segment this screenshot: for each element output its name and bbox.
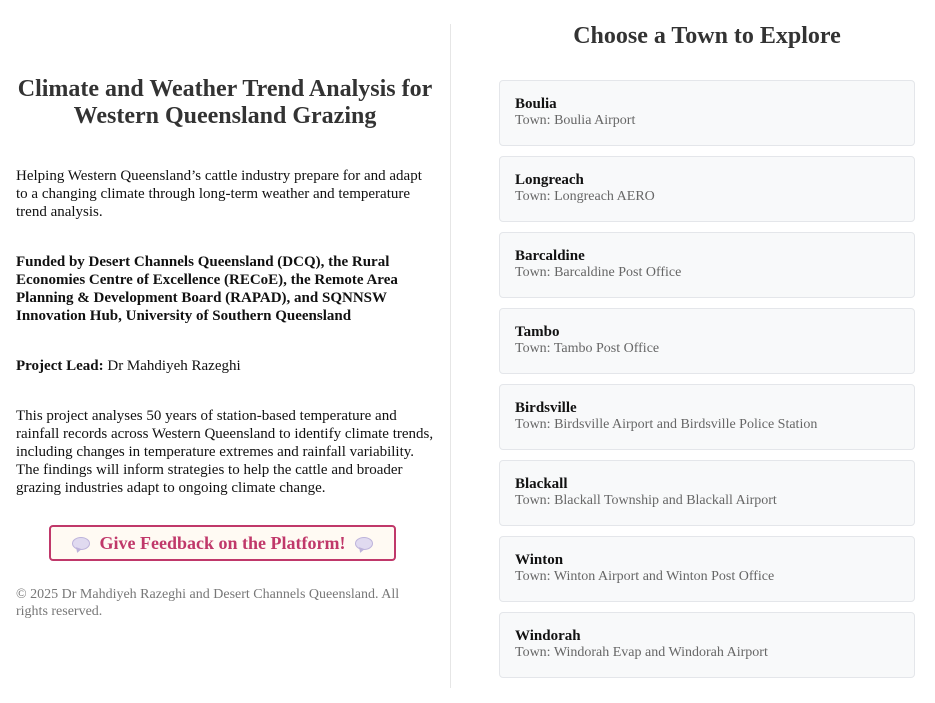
town-name: Birdsville — [515, 400, 577, 416]
town-list — [499, 80, 915, 688]
town-station: Town: Boulia Airport — [515, 113, 636, 128]
town-name: Blackall — [515, 476, 568, 492]
project-lead-name: Dr Mahdiyeh Razeghi — [107, 358, 241, 374]
town-card-windorah[interactable] — [499, 612, 915, 678]
town-station: Town: Tambo Post Office — [515, 341, 660, 356]
town-station: Town: Winton Airport and Winton Post Office — [515, 569, 775, 584]
town-card-boulia[interactable] — [499, 80, 915, 146]
feedback-button-label: Give Feedback on the Platform! — [99, 532, 346, 553]
town-panel-title: Choose a Town to Explore — [573, 23, 841, 49]
project-description: This project analyses 50 years of station-based temperature and rainfall records across Western Queensland to identify climate trends, including changes in temperature extremes and rainfall variability. The findings will inform strategies to help the cattle and broader grazing industries adapt to ongoing climate change. — [16, 408, 434, 496]
town-name: Windorah — [515, 628, 581, 644]
project-lead — [16, 357, 436, 375]
info-panel — [0, 0, 450, 703]
town-name: Longreach — [515, 172, 584, 188]
town-card-tambo[interactable] — [499, 308, 915, 374]
town-station: Town: Windorah Evap and Windorah Airport — [515, 645, 768, 660]
town-card-birdsville[interactable] — [499, 384, 915, 450]
feedback-button[interactable] — [49, 525, 396, 561]
town-station: Town: Longreach AERO — [515, 189, 655, 204]
page-title: Climate and Weather Trend Analysis for Western Queensland Grazing — [17, 76, 433, 129]
town-station: Town: Birdsville Airport and Birdsville Police Station — [515, 417, 818, 432]
funding-text: Funded by Desert Channels Queensland (DCQ), the Rural Economies Centre of Excellence (RECoE), the Remote Area Planning & Development Board (RAPAD), and SQNNSW Innovation Hub, University of Southern Queensland — [16, 254, 398, 324]
town-panel — [451, 0, 935, 703]
town-name: Tambo — [515, 324, 560, 340]
town-name: Boulia — [515, 96, 557, 112]
town-station: Town: Barcaldine Post Office — [515, 265, 682, 280]
project-lead-label: Project Lead: — [16, 358, 104, 374]
town-card-longreach[interactable] — [499, 156, 915, 222]
speech-bubble-icon — [72, 537, 90, 550]
town-name: Barcaldine — [515, 248, 585, 264]
town-card-barcaldine[interactable] — [499, 232, 915, 298]
speech-bubble-icon — [355, 537, 373, 550]
town-card-blackall[interactable] — [499, 460, 915, 526]
intro-text: Helping Western Queensland’s cattle industry prepare for and adapt to a changing climate through long-term weather and temperature trend analysis. — [16, 168, 422, 220]
town-station: Town: Blackall Township and Blackall Airport — [515, 493, 777, 508]
town-card-winton[interactable] — [499, 536, 915, 602]
town-name: Winton — [515, 552, 564, 568]
copyright-text: © 2025 Dr Mahdiyeh Razeghi and Desert Channels Queensland. All rights reserved. — [16, 587, 400, 619]
